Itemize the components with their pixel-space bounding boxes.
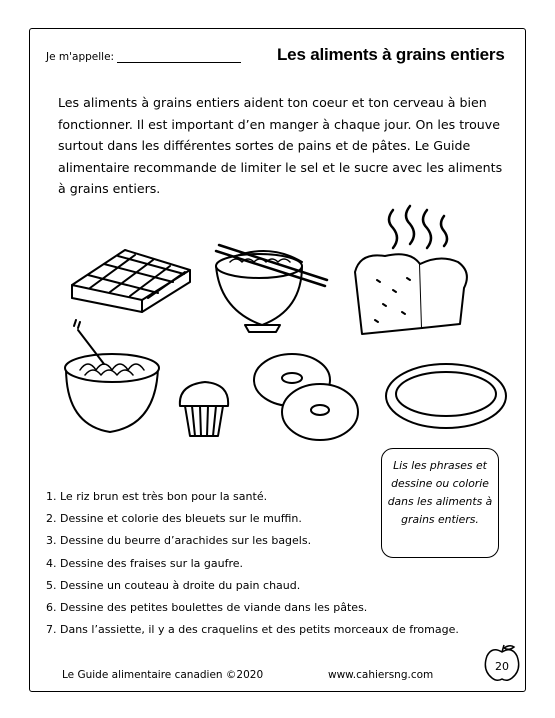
list-item: 1. Le riz brun est très bon pour la santé. [46,490,268,503]
rice-bowl-icon[interactable] [216,245,327,332]
food-illustrations [40,200,510,450]
instruction-list [46,486,459,641]
muffin-icon[interactable] [180,382,228,436]
page-number: 20 [495,660,509,673]
plate-icon[interactable] [386,364,506,428]
list-item: 5. Dessine un couteau à droite du pain chaud. [46,578,301,592]
bread-icon[interactable] [355,206,467,334]
footer-source: Le Guide alimentaire canadien ©2020 [62,669,264,681]
instruction-note: Lis les phrases et dessine ou colorie dans les aliments à grains entiers. [381,448,499,558]
bagels-icon[interactable] [254,354,358,440]
page-title: Les aliments à grains entiers [277,45,505,64]
list-item: 3. Dessine du beurre d’arachides sur les bagels. [46,534,312,548]
intro-paragraph: Les aliments à grains entiers aident ton coeur et ton cerveau à bien fonctionner. Il est important d’en manger à chaque jour. On les trouve surtout dans les différentes sortes de pains et de pâtes. Le Guide alimentaire recommande de limiter le sel et le sucre avec les aliments à grains entiers. [58,95,503,196]
spaghetti-icon[interactable] [65,320,159,432]
name-line[interactable] [117,62,241,63]
name-label: Je m'appelle: [46,51,115,63]
list-item: 7. Dans l’assiette, il y a des craquelins et des petits morceaux de fromage. [46,623,459,637]
list-item: 2. Dessine et colorie des bleuets sur le muffin. [46,512,302,526]
list-item: 4. Dessine des fraises sur la gaufre. [46,556,244,570]
list-item: 6. Dessine des petites boulettes de viande dans les pâtes. [46,600,368,614]
waffle-icon[interactable] [72,250,190,312]
footer-website[interactable]: www.cahiersng.com [328,669,434,681]
